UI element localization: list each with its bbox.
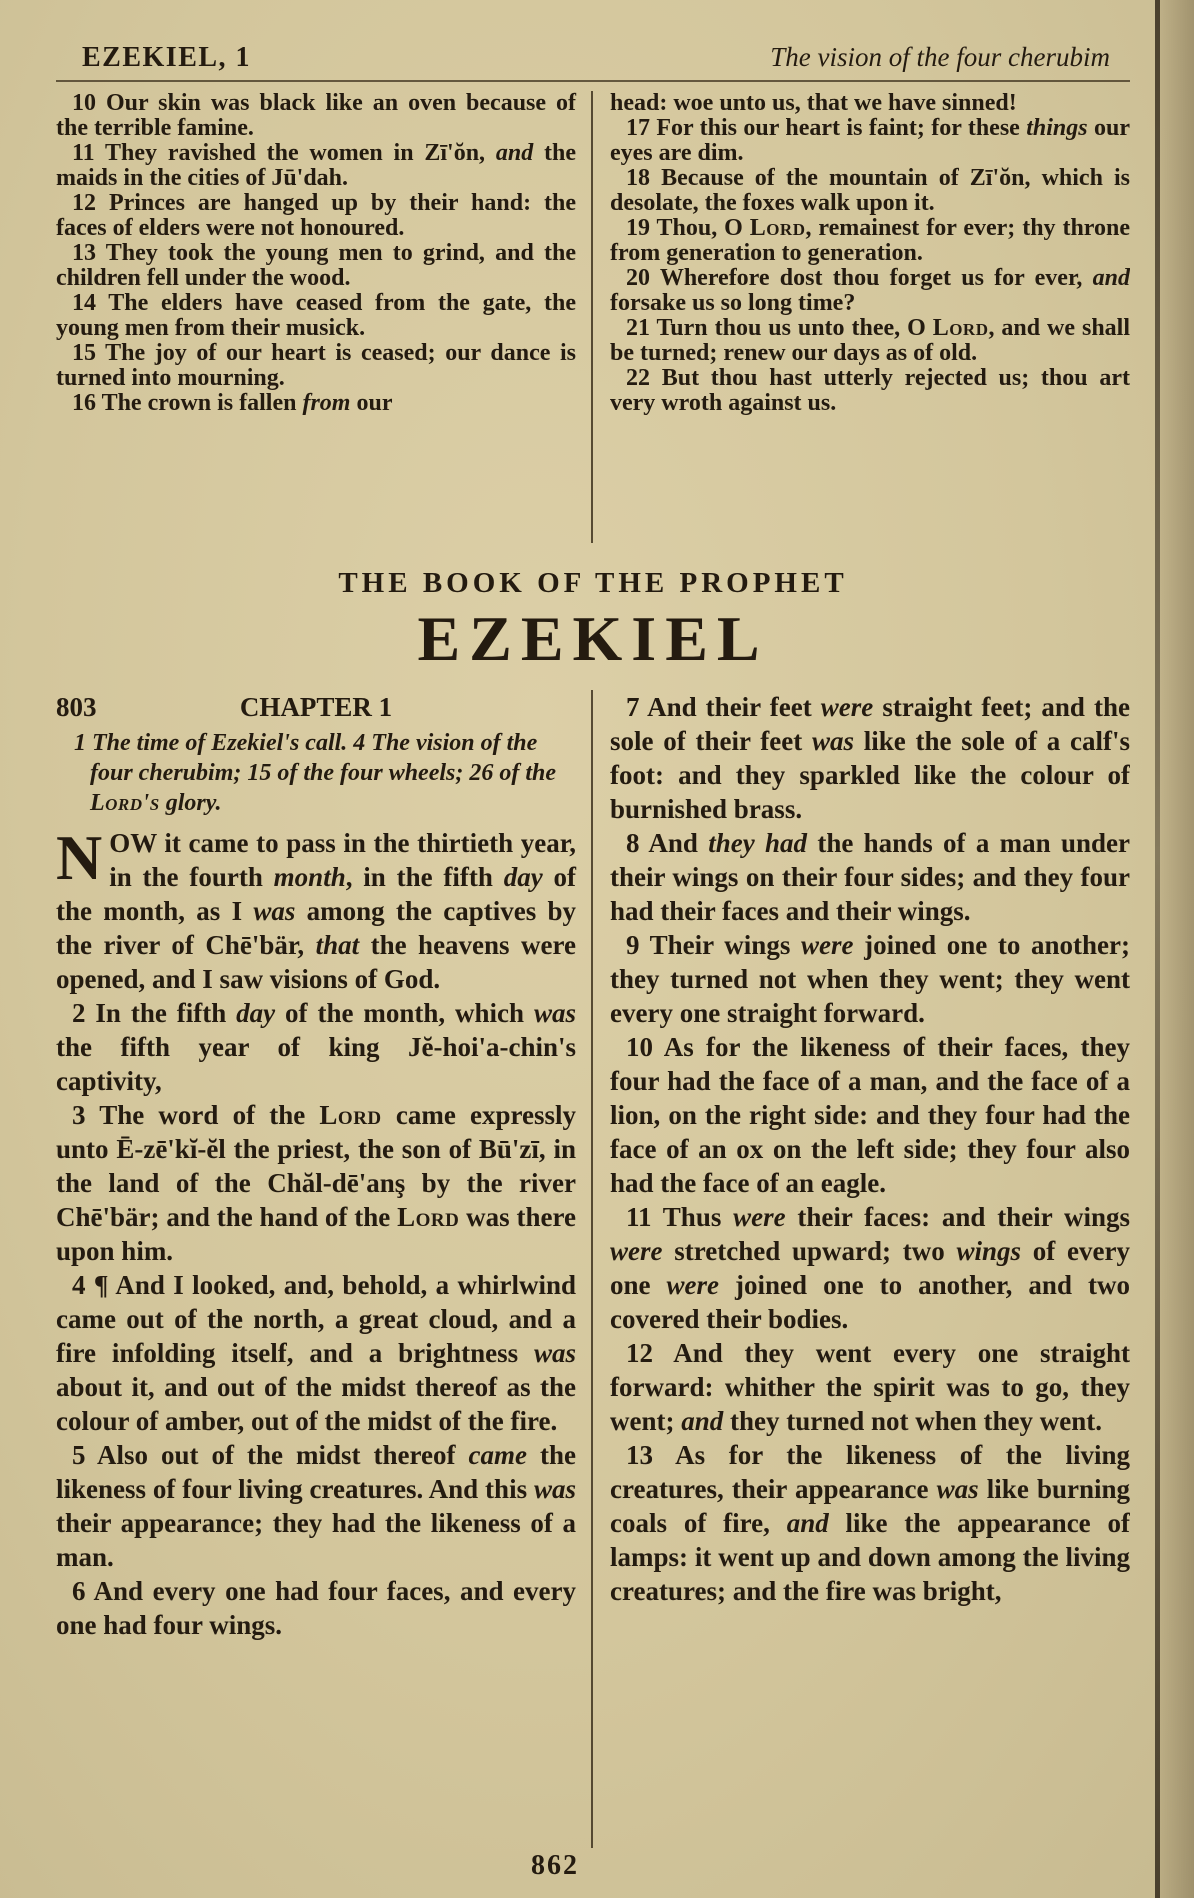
text-segment: our bbox=[350, 390, 393, 416]
text-segment: like the sole of a calf's foot: and they sparkled like the colour of burnished brass. bbox=[610, 726, 1130, 824]
text-segment: they had bbox=[708, 828, 808, 858]
text-segment: the likeness of four living creatures. And this bbox=[56, 1440, 576, 1504]
text-segment: about it, and out of the midst thereof as the colour of amber, out of the midst of the fire. bbox=[56, 1372, 576, 1436]
text-segment: our eyes are dim. bbox=[610, 115, 1130, 166]
lamentations-section bbox=[56, 91, 1130, 543]
verse-lam-5-21 bbox=[610, 316, 1130, 366]
text-segment: day bbox=[503, 862, 543, 892]
text-segment: forsake us so long time? bbox=[610, 290, 856, 316]
running-head bbox=[56, 42, 1130, 80]
text-segment: , and we shall be turned; renew our days as of old. bbox=[610, 315, 1130, 366]
text-segment: , remainest for ever; thy throne from generation to generation. bbox=[610, 215, 1130, 266]
text-segment: were bbox=[820, 692, 874, 722]
page-number: 862 bbox=[531, 1850, 579, 1881]
text-segment: their faces: and their wings bbox=[785, 1202, 1130, 1232]
verse-lam-5-11 bbox=[56, 141, 576, 191]
text-segment: of the month, which bbox=[275, 998, 534, 1028]
text-segment: 1 The time of Ezekiel's call. 4 The vision of the four cherubim; 15 of the four wheels; 26 of the bbox=[74, 730, 557, 786]
verse-lam-5-22 bbox=[610, 366, 1130, 416]
text-segment: 20 Wherefore dost thou forget us for ever, bbox=[626, 265, 1093, 291]
header-rule bbox=[56, 80, 1130, 82]
text-segment: 12 And they went every one straight forward: whither the spirit was to go, they went; bbox=[610, 1338, 1130, 1436]
verse-lam-5-17 bbox=[610, 116, 1130, 166]
text-segment: things bbox=[1026, 115, 1088, 141]
text-segment: and bbox=[786, 1508, 829, 1538]
text-segment: 7 And their feet bbox=[626, 692, 821, 722]
text-segment: OW it came to pass in the thirtieth year, in the fourth bbox=[109, 828, 576, 892]
verse-lam-5-10 bbox=[56, 91, 576, 141]
text-segment: of every one bbox=[610, 1236, 1130, 1300]
text-segment: Lord bbox=[397, 1202, 460, 1232]
text-segment: wings bbox=[956, 1236, 1022, 1266]
text-segment: Lord bbox=[319, 1100, 382, 1130]
text-segment: 8 And bbox=[626, 828, 709, 858]
text-segment: glory. bbox=[159, 790, 222, 816]
chapter-heading: CHAPTER 1 bbox=[239, 692, 393, 722]
text-segment: 13 They took the young men to grind, and the children fell under the wood. bbox=[56, 240, 576, 291]
chapter-summary bbox=[56, 728, 576, 826]
text-segment: 2 In the fifth bbox=[72, 998, 237, 1028]
text-segment: was bbox=[253, 896, 296, 926]
verse-ezek-1-4 bbox=[56, 1268, 576, 1438]
verse-ezek-1-13 bbox=[610, 1438, 1130, 1608]
text-segment: among the captives by the river of Chē'bär, bbox=[56, 896, 576, 960]
verse-lam-5-16-continued bbox=[610, 91, 1130, 116]
text-segment: they turned not when they went. bbox=[723, 1406, 1103, 1436]
verse-ezek-1-11 bbox=[610, 1200, 1130, 1336]
verse-lam-5-12 bbox=[56, 191, 576, 241]
verse-lam-5-18 bbox=[610, 166, 1130, 216]
text-segment: 13 As for the likeness of the living creatures, their appearance bbox=[610, 1440, 1130, 1504]
text-segment: of the month, as I bbox=[56, 862, 577, 926]
chapter-1-summary bbox=[56, 728, 576, 826]
text-segment: 18 Because of the mountain of Zī'ŏn, which is desolate, the foxes walk upon it. bbox=[610, 165, 1130, 216]
text-segment: 16 The crown is fallen bbox=[72, 390, 303, 416]
text-segment: 5 Also out of the midst thereof bbox=[72, 1440, 469, 1470]
verse-lam-5-20 bbox=[610, 266, 1130, 316]
text-segment: the heavens were opened, and I saw visions of God. bbox=[56, 930, 576, 994]
text-segment: head: woe unto us, that we have sinned! bbox=[610, 91, 1017, 116]
verse-lam-5-16 bbox=[56, 391, 576, 416]
text-segment: and bbox=[681, 1406, 724, 1436]
text-segment: Lord bbox=[749, 215, 806, 241]
verse-ezek-1-8 bbox=[610, 826, 1130, 928]
verse-ezek-1-2 bbox=[56, 996, 576, 1098]
book-kicker: THE BOOK OF THE PROPHET bbox=[338, 567, 848, 599]
text-segment: 15 The joy of our heart is ceased; our dance is turned into mourning. bbox=[56, 340, 576, 391]
text-segment: 4 ¶ And I looked, and, behold, a whirlwind came out of the north, a great cloud, and a fire infolding itself, and a brightness bbox=[56, 1270, 576, 1368]
dropcap-initial: N bbox=[56, 822, 103, 893]
text-segment: were bbox=[800, 930, 854, 960]
verse-ezek-1-3 bbox=[56, 1098, 576, 1268]
column-number: 803 bbox=[56, 692, 97, 722]
text-segment: came bbox=[468, 1440, 527, 1470]
text-segment: 19 Thou, O bbox=[626, 215, 750, 241]
chapter-row bbox=[56, 690, 576, 724]
ezekiel-left-column bbox=[56, 690, 593, 1848]
text-segment: came expressly unto Ē-zē'kĭ-ĕl the priest, the son of Bū'zī, in the land of the Chăl-dē'anş by the river Chē'bär; and the hand of the bbox=[56, 1100, 576, 1232]
page-edge-artifact bbox=[1155, 0, 1160, 1898]
book-title: EZEKIEL bbox=[417, 603, 769, 674]
text-segment: 22 But thou hast utterly rejected us; thou art very wroth against us. bbox=[610, 365, 1130, 416]
lamentations-right-column bbox=[593, 91, 1130, 543]
verse-ezek-1-1 bbox=[56, 822, 577, 996]
text-segment: that bbox=[315, 930, 360, 960]
running-head-book: EZEKIEL, 1 bbox=[82, 42, 252, 73]
text-segment: straight feet; and the sole of their feet bbox=[610, 692, 1130, 756]
text-segment: 10 As for the likeness of their faces, they four had the face of a man, and the face of a lion, on the right side: and they four had the face of an ox on the left side; they four also had the face of an eagle. bbox=[610, 1032, 1130, 1198]
text-segment: was bbox=[811, 726, 854, 756]
running-head-caption: The vision of the four cherubim bbox=[770, 42, 1110, 72]
text-segment: 3 The word of the bbox=[72, 1100, 320, 1130]
text-segment: 14 The elders have ceased from the gate, the young men from their musick. bbox=[56, 290, 576, 341]
text-segment: and bbox=[1092, 265, 1130, 291]
text-segment: was bbox=[533, 998, 576, 1028]
text-segment: stretched upward; two bbox=[662, 1236, 957, 1266]
text-segment: were bbox=[666, 1270, 720, 1300]
text-segment: was bbox=[936, 1474, 979, 1504]
verse-ezek-1-5 bbox=[56, 1438, 576, 1574]
text-segment: 12 Princes are hanged up by their hand: the faces of elders were not honoured. bbox=[56, 190, 576, 241]
text-segment: Lord bbox=[932, 315, 989, 341]
text-segment: like the appearance of lamps: it went up and down among the living creatures; and the fire was bright, bbox=[610, 1508, 1130, 1606]
verse-lam-5-19 bbox=[610, 216, 1130, 266]
text-segment: the maids in the cities of Jū'dah. bbox=[56, 140, 577, 191]
verse-ezek-1-6 bbox=[56, 1574, 576, 1642]
text-segment: 17 For this our heart is faint; for these bbox=[626, 115, 1027, 141]
ezekiel-left-verses bbox=[56, 822, 577, 1642]
text-segment: was bbox=[533, 1474, 576, 1504]
verse-lam-5-15 bbox=[56, 341, 576, 391]
text-segment: 11 They ravished the women in Zī'ŏn, bbox=[72, 140, 496, 166]
ezekiel-section bbox=[56, 690, 1130, 1848]
verse-ezek-1-9 bbox=[610, 928, 1130, 1030]
text-segment: from bbox=[302, 390, 351, 416]
text-segment: 11 Thus bbox=[626, 1202, 734, 1232]
text-segment: joined one to another, and two covered their bodies. bbox=[610, 1270, 1130, 1334]
verse-ezek-1-7 bbox=[610, 690, 1130, 826]
verse-lam-5-14 bbox=[56, 291, 576, 341]
text-segment: was bbox=[533, 1338, 576, 1368]
text-segment: the fifth year of king Jĕ-hoi'a-chin's captivity, bbox=[56, 1032, 576, 1096]
text-segment: were bbox=[733, 1202, 786, 1232]
ezekiel-right-column bbox=[593, 690, 1130, 1848]
text-segment: day bbox=[236, 998, 276, 1028]
text-segment: joined one to another; they turned not when they went; they went every one straight forward. bbox=[610, 930, 1130, 1028]
verse-ezek-1-10 bbox=[610, 1030, 1130, 1200]
text-segment: were bbox=[610, 1236, 663, 1266]
text-segment: 10 Our skin was black like an oven because of the terrible famine. bbox=[56, 91, 576, 141]
lamentations-left-column bbox=[56, 91, 593, 543]
text-segment: 9 Their wings bbox=[626, 930, 801, 960]
verse-lam-5-13 bbox=[56, 241, 576, 291]
text-segment: , in the fifth bbox=[345, 862, 504, 892]
text-segment: 6 And every one had four faces, and every one had four wings. bbox=[56, 1576, 576, 1640]
verse-ezek-1-12 bbox=[610, 1336, 1130, 1438]
text-segment: was there upon him. bbox=[56, 1202, 577, 1266]
text-segment: the hands of a man under their wings on their four sides; and they four had their faces and their wings. bbox=[610, 828, 1130, 926]
page-footer bbox=[56, 1850, 1054, 1882]
book-heading bbox=[56, 567, 1130, 674]
text-segment: Lord's bbox=[90, 790, 160, 816]
text-segment: 21 Turn thou us unto thee, O bbox=[626, 315, 933, 341]
text-segment: month bbox=[273, 862, 346, 892]
text-segment: like burning coals of fire, bbox=[610, 1474, 1130, 1538]
text-segment: their appearance; they had the likeness of a man. bbox=[56, 1508, 576, 1572]
text-segment: and bbox=[495, 140, 534, 166]
